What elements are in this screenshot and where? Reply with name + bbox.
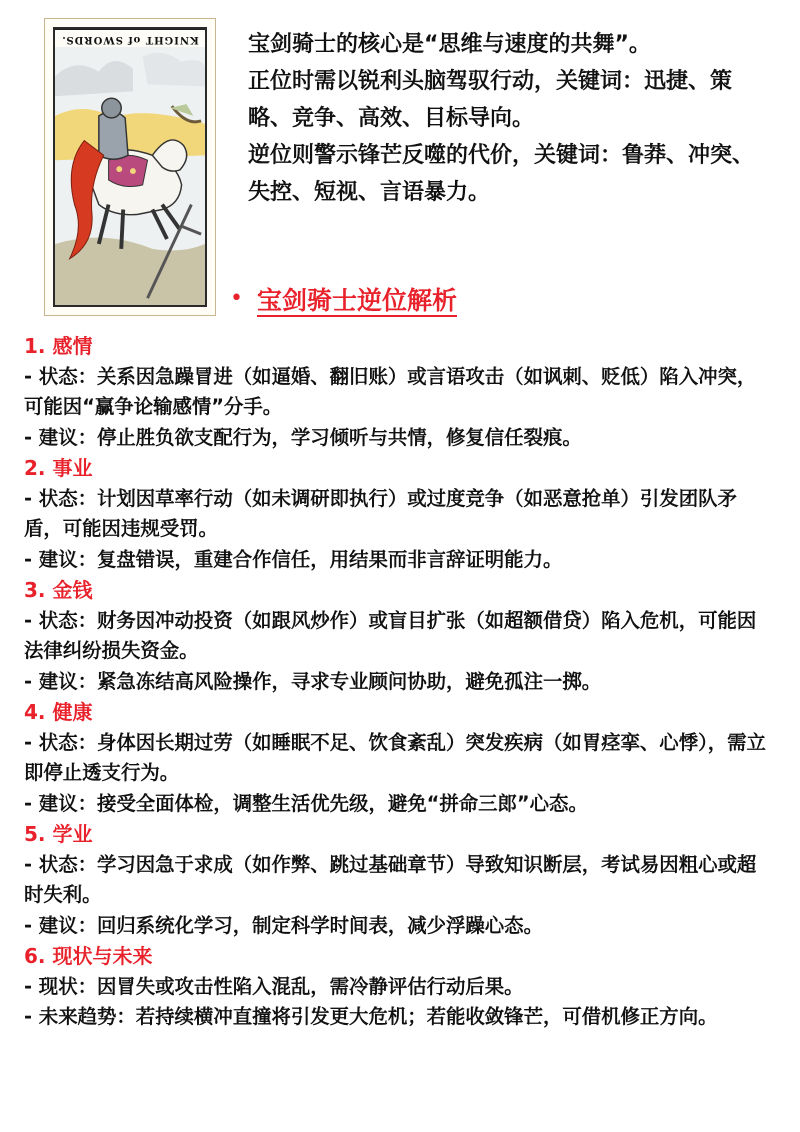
card-title: KNIGHT of SWORDS.	[55, 29, 205, 48]
section-present: - 现状：因冒失或攻击性陷入混乱，需冷静评估行动后果。	[24, 974, 524, 998]
section-money	[24, 575, 774, 697]
section-status: - 状态：学习因急于求成（如作弊、跳过基础章节）导致知识断层，考试易因粗心或超时失利。	[24, 852, 757, 906]
section-study	[24, 819, 774, 941]
section-heading	[230, 281, 457, 317]
section-love	[24, 331, 774, 453]
tarot-card-image	[44, 18, 216, 316]
card-frame	[53, 27, 207, 307]
knight-on-horse-illustration	[55, 47, 205, 305]
section-title: 6. 现状与未来	[24, 944, 153, 968]
section-advice: - 建议：回归系统化学习，制定科学时间表，减少浮躁心态。	[24, 913, 543, 937]
intro-line-core: 宝剑骑士的核心是“思维与速度的共舞”。	[248, 32, 651, 57]
section-health	[24, 697, 774, 819]
section-future: - 未来趋势：若持续横冲直撞将引发更大危机；若能收敛锋芒，可借机修正方向。	[24, 1005, 718, 1028]
section-advice: - 建议：停止胜负欲支配行为，学习倾听与共情，修复信任裂痕。	[24, 425, 582, 449]
section-title: 1. 感情	[24, 334, 93, 358]
section-title: 3. 金钱	[24, 578, 93, 602]
section-title: 4. 健康	[24, 700, 93, 724]
section-title: 2. 事业	[24, 456, 93, 480]
section-status: - 状态：计划因草率行动（如未调研即执行）或过度竞争（如恶意抢单）引发团队矛盾，可能因违规受罚。	[24, 486, 737, 540]
section-status: - 状态：财务因冲动投资（如跟风炒作）或盲目扩张（如超额借贷）陷入危机，可能因法律纠纷损失资金。	[24, 608, 757, 662]
section-present-future	[24, 941, 774, 1033]
intro-line-upright: 正位时需以锐利头脑驾驭行动，关键词：迅捷、策略、竞争、高效、目标导向。	[248, 69, 733, 131]
section-heading-title: 宝剑骑士逆位解析	[256, 286, 457, 315]
intro-line-reversed: 逆位则警示锋芒反噬的代价，关键词：鲁莽、冲突、失控、短视、言语暴力。	[248, 143, 755, 205]
section-status: - 状态：关系因急躁冒进（如逼婚、翻旧账）或言语攻击（如讽刺、贬低）陷入冲突，可能因“赢争论输感情”分手。	[24, 364, 757, 418]
bullet-icon: •	[230, 286, 243, 311]
section-title: 5. 学业	[24, 822, 93, 846]
section-advice: - 建议：复盘错误，重建合作信任，用结果而非言辞证明能力。	[24, 547, 563, 571]
section-status: - 状态：身体因长期过劳（如睡眠不足、饮食紊乱）突发疾病（如胃痉挛、心悸），需立即停止透支行为。	[24, 730, 766, 784]
section-career	[24, 453, 774, 575]
section-advice: - 建议：紧急冻结高风险操作，寻求专业顾问协助，避免孤注一掷。	[24, 669, 602, 693]
section-advice: - 建议：接受全面体检，调整生活优先级，避免“拼命三郎”心态。	[24, 791, 588, 815]
reading-sections	[24, 331, 774, 1033]
intro-paragraph	[248, 26, 768, 211]
